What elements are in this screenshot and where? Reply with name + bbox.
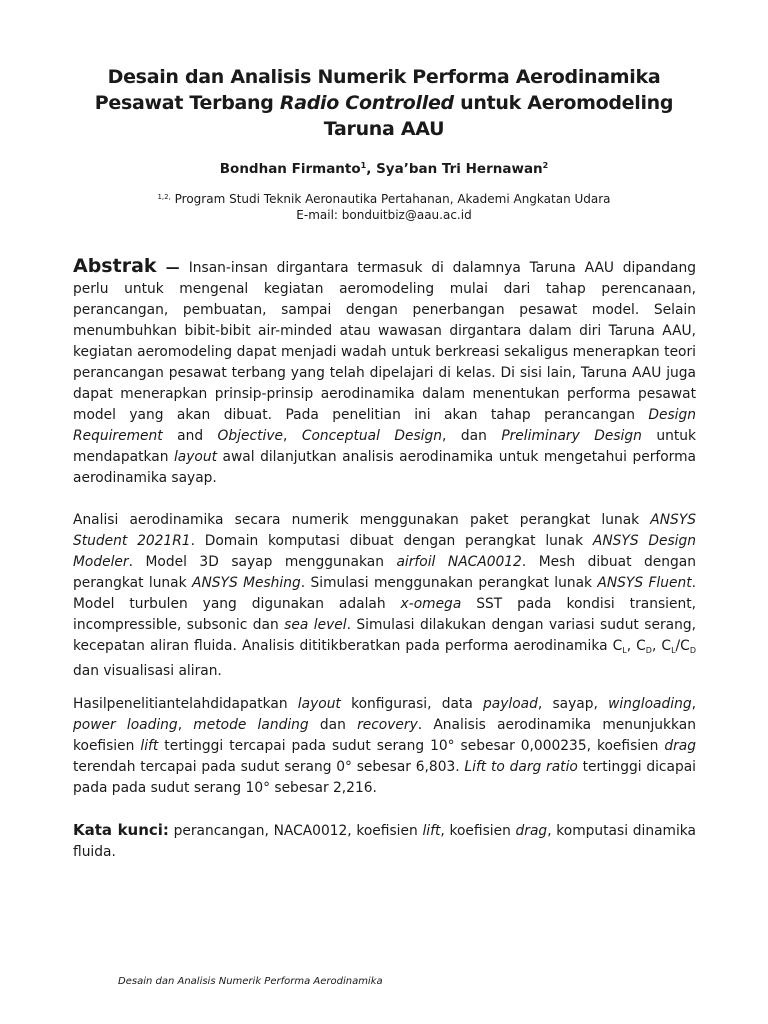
text-run: , dan xyxy=(442,428,502,444)
email-line: E-mail: bonduitbiz@aau.ac.id xyxy=(296,208,472,222)
italic-term: Preliminary Design xyxy=(501,428,642,444)
italic-term: recovery xyxy=(357,717,418,733)
text-run: dan visualisasi aliran. xyxy=(73,663,222,679)
institution-line xyxy=(60,189,708,207)
coefficient-subscript: D xyxy=(689,646,696,655)
text-run: . Mesh dibuat dengan perangkat lunak xyxy=(73,554,696,591)
italic-term: lift xyxy=(422,823,441,839)
text-run: , xyxy=(177,717,194,733)
title-line-3: Taruna AAU xyxy=(323,118,445,140)
coefficient-subscript: L xyxy=(622,646,627,655)
text-run: untuk mendapatkan xyxy=(73,428,696,465)
coefficient-symbol: /C xyxy=(675,638,690,654)
text-run: . Simulasi dilakukan dengan variasi sudut serang, kecepatan aliran fluida. Analisis dititikberatkan pada performa aerodinamika xyxy=(73,617,696,654)
text-run: Hasilpenelitiantelahdidapatkan xyxy=(73,696,298,712)
title-line-2 xyxy=(60,90,708,116)
abstract-dash: — xyxy=(156,260,189,276)
text-run: perancangan, NACA0012, koefisien xyxy=(168,823,423,839)
abstract-paragraph-1 xyxy=(73,256,696,489)
title-italic-text: Radio Controlled xyxy=(279,92,454,114)
coefficient-symbol: C xyxy=(612,638,623,654)
italic-term: power loading xyxy=(73,717,178,733)
italic-term: layout xyxy=(173,449,218,465)
affiliation-marker: 2 xyxy=(542,161,549,170)
institution-name: Program Studi Teknik Aeronautika Pertahanan, Akademi Angkatan Udara xyxy=(170,192,611,206)
paper-title xyxy=(60,64,708,142)
coefficient-subscript: L xyxy=(671,646,676,655)
text-run: Analisi aerodinamika secara numerik menggunakan paket perangkat lunak xyxy=(73,512,651,528)
text-run: . Model 3D sayap menggunakan xyxy=(128,554,397,570)
author-name: Sya’ban Tri Hernawan xyxy=(376,161,543,177)
italic-term: layout xyxy=(297,696,341,712)
text-run: konfigurasi, data xyxy=(340,696,484,712)
text-run: . Analisis aerodinamika menunjukkan koefisien xyxy=(73,717,696,754)
italic-term: Objective xyxy=(217,428,283,444)
abstract-paragraph-3 xyxy=(73,694,696,799)
text-run: and xyxy=(162,428,218,444)
keywords-paragraph xyxy=(73,820,696,863)
text-run: Insan-insan dirgantara termasuk di dalamnya Taruna AAU dipandang perlu untuk mengenal kegiatan aeromodeling mulai dari tahap perencanaan, perancangan, pembuatan, sampai dengan penerbangan pesawat model. Selain menumbuhkan bibit-bibit air-minded atau wawasan dirgantara dalam diri Taruna AAU, kegiatan aeromodeling dapat menjadi wadah untuk berkreasi sekaligus menerapkan teori perancangan pesawat terbang yang telah dipelajari di kelas. Di sisi lain, Taruna AAU juga dapat menerapkan prinsip-prinsip aerodinamika dalam menentukan performa pesawat model yang akan dibuat. Pada penelitian ini akan tahap perancangan xyxy=(73,260,696,423)
italic-term: metode landing xyxy=(193,717,309,733)
text-run: dan xyxy=(308,717,358,733)
text-run: , komputasi dinamika fluida. xyxy=(73,823,696,860)
italic-term: drag xyxy=(515,823,548,839)
italic-term: drag xyxy=(664,738,696,754)
italic-term: airfoil NACA0012 xyxy=(396,554,522,570)
text-run: awal dilanjutkan analisis aerodinamika untuk mengetahui performa aerodinamika sayap. xyxy=(73,449,697,486)
text-run: . Simulasi menggunakan perangkat lunak xyxy=(300,575,598,591)
title-line-1: Desain dan Analisis Numerik Performa Aerodinamika xyxy=(107,66,661,88)
italic-term: ANSYS Fluent xyxy=(597,575,692,591)
title-text: Pesawat Terbang xyxy=(94,92,280,114)
author-separator: , xyxy=(366,161,377,177)
running-footer: Desain dan Analisis Numerik Performa Aerodinamika xyxy=(118,976,383,987)
text-run: . Domain komputasi dibuat dengan perangkat lunak xyxy=(190,533,593,549)
affiliation-marker: 1,2, xyxy=(157,193,171,201)
title-text: untuk Aeromodeling xyxy=(453,92,674,114)
text-run: , xyxy=(691,696,696,712)
italic-term: lift xyxy=(140,738,159,754)
affiliation xyxy=(60,189,708,223)
italic-term: wingloading xyxy=(608,696,692,712)
italic-term: Lift to darg ratio xyxy=(464,759,578,775)
text-run: tertinggi dicapai pada pada sudut serang 10° sebesar 2,216. xyxy=(73,759,696,796)
text-run: , koefisien xyxy=(440,823,516,839)
author-list xyxy=(60,156,708,179)
italic-term: sea level xyxy=(284,617,347,633)
italic-term: Conceptual Design xyxy=(301,428,443,444)
italic-term: Design Requirement xyxy=(73,407,696,444)
italic-term: ANSYS Student 2021R1 xyxy=(73,512,696,549)
text-run: terendah tercapai pada sudut serang 0° sebesar 6,803. xyxy=(73,759,465,775)
text-run: , xyxy=(282,428,302,444)
abstract-paragraph-2 xyxy=(73,510,696,682)
text-run: . Model turbulen yang digunakan adalah xyxy=(73,575,697,612)
text-run: , sayap, xyxy=(537,696,609,712)
coefficient-symbol: , C xyxy=(626,638,646,654)
italic-term: payload xyxy=(483,696,538,712)
italic-term: x-omega xyxy=(400,596,462,612)
text-run: tertinggi tercapai pada sudut serang 10° sebesar 0,000235, koefisien xyxy=(158,738,665,754)
italic-term: ANSYS Design Modeler xyxy=(73,533,696,570)
affiliation-marker: 1 xyxy=(360,161,367,170)
text-run: SST pada kondisi transient, incompressible, subsonic dan xyxy=(73,596,696,633)
coefficient-symbol: , C xyxy=(651,638,672,654)
abstract-heading: Abstrak xyxy=(73,255,157,277)
italic-term: ANSYS Meshing xyxy=(192,575,301,591)
keywords-heading: Kata kunci: xyxy=(73,821,169,839)
coefficient-subscript: D xyxy=(645,646,652,655)
author-name: Bondhan Firmanto xyxy=(219,161,361,177)
